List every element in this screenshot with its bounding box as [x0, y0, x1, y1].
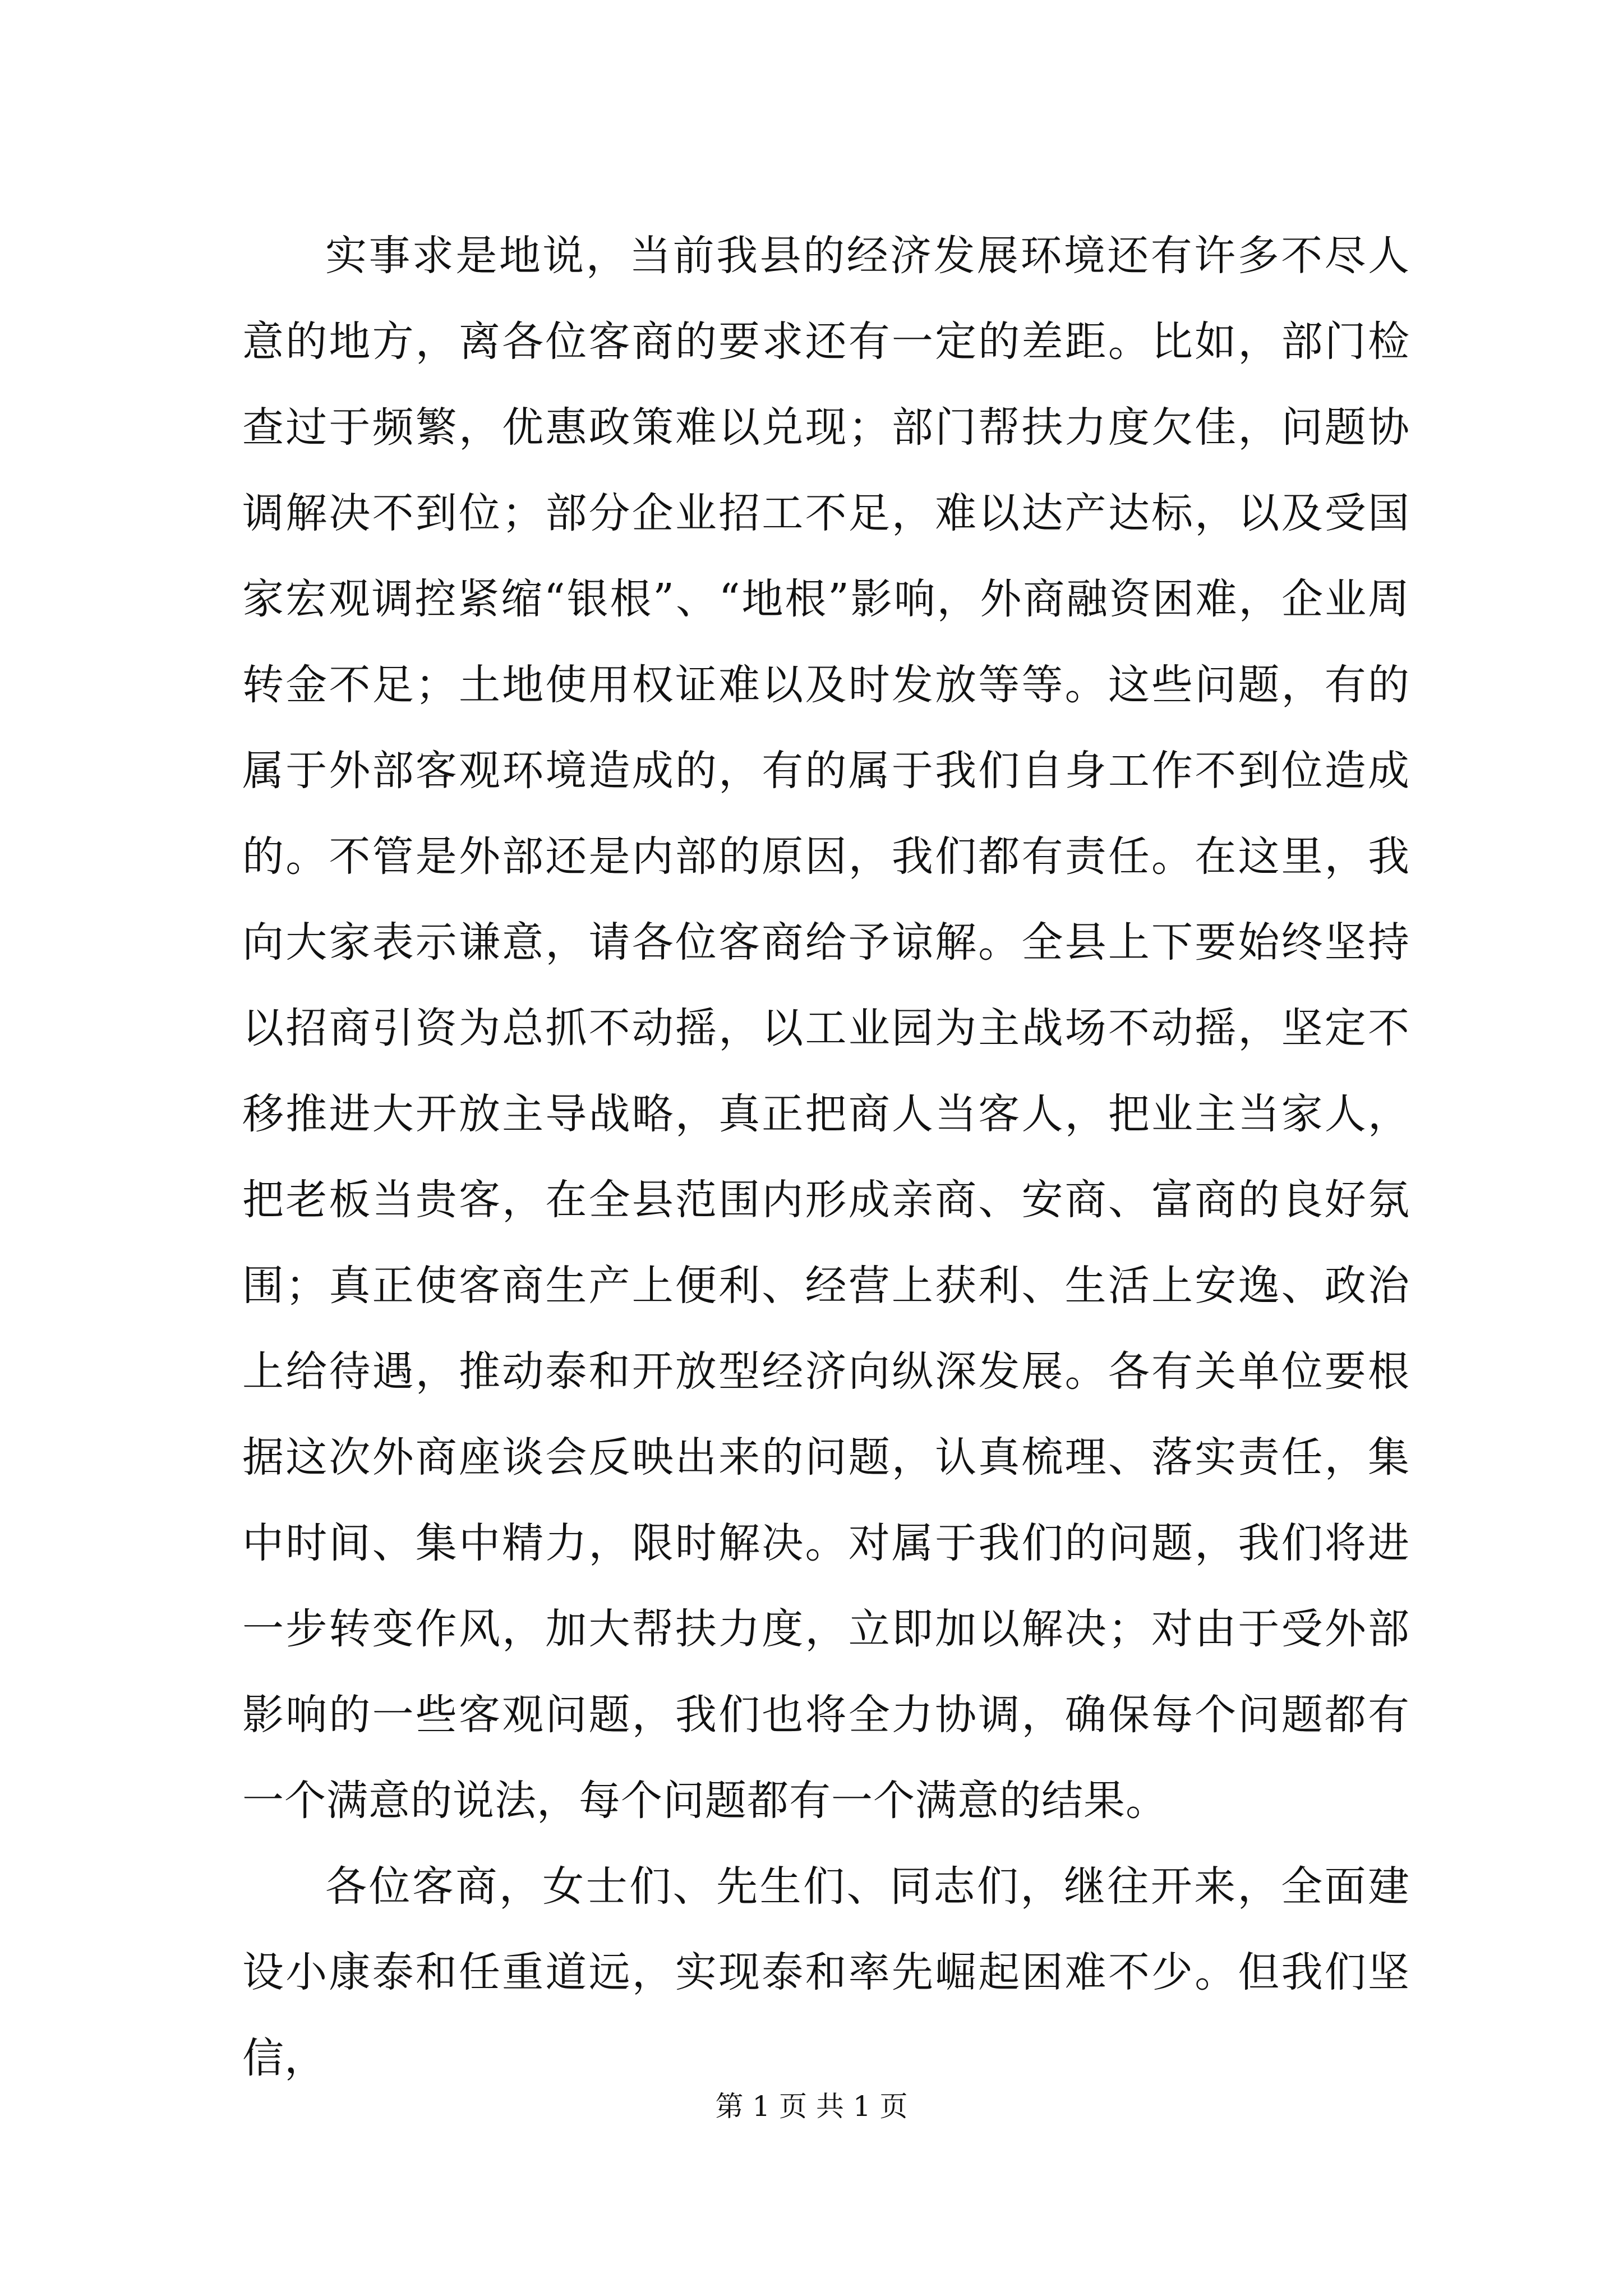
page-footer: 第 1 页 共 1 页 — [715, 2090, 908, 2123]
document-body — [242, 213, 1410, 2101]
paragraph-2: 各位客商，女士们、先生们、同志们，继往开来，全面建设小康泰和任重道远，实现泰和率先崛起困难不少。但我们坚信， — [242, 1862, 1410, 2082]
paragraph-1: 实事求是地说，当前我县的经济发展环境还有许多不尽人意的地方，离各位客商的要求还有一定的差距。比如，部门检查过于频繁，优惠政策难以兑现；部门帮扶力度欠佳，问题协调解决不到位；部分企业招工不足，难以达产达标，以及受国家宏观调控紧缩“银根”、“地根”影响，外商融资困难，企业周转金不足；土地使用权证难以及时发放等等。这些问题，有的属于外部客观环境造成的，有的属于我们自身工作不到位造成的。不管是外部还是内部的原因，我们都有责任。在这里，我向大家表示谦意，请各位客商给予谅解。全县上下要始终坚持以招商引资为总抓不动摇，以工业园为主战场不动摇，坚定不移推进大开放主导战略，真正把商人当客人，把业主当家人，把老板当贵客，在全县范围内形成亲商、安商、富商的良好氛围；真正使客商生产上便利、经营上获利、生活上安逸、政治上给待遇，推动泰和开放型经济向纵深发展。各有关单位要根据这次外商座谈会反映出来的问题，认真梳理、落实责任，集中时间、集中精力，限时解决。对属于我们的问题，我们将进一步转变作风，加大帮扶力度，立即加以解决；对由于受外部影响的一些客观问题，我们也将全力协调，确保每个问题都有一个满意的说法，每个问题都有一个满意的结果。 — [242, 232, 1410, 1825]
